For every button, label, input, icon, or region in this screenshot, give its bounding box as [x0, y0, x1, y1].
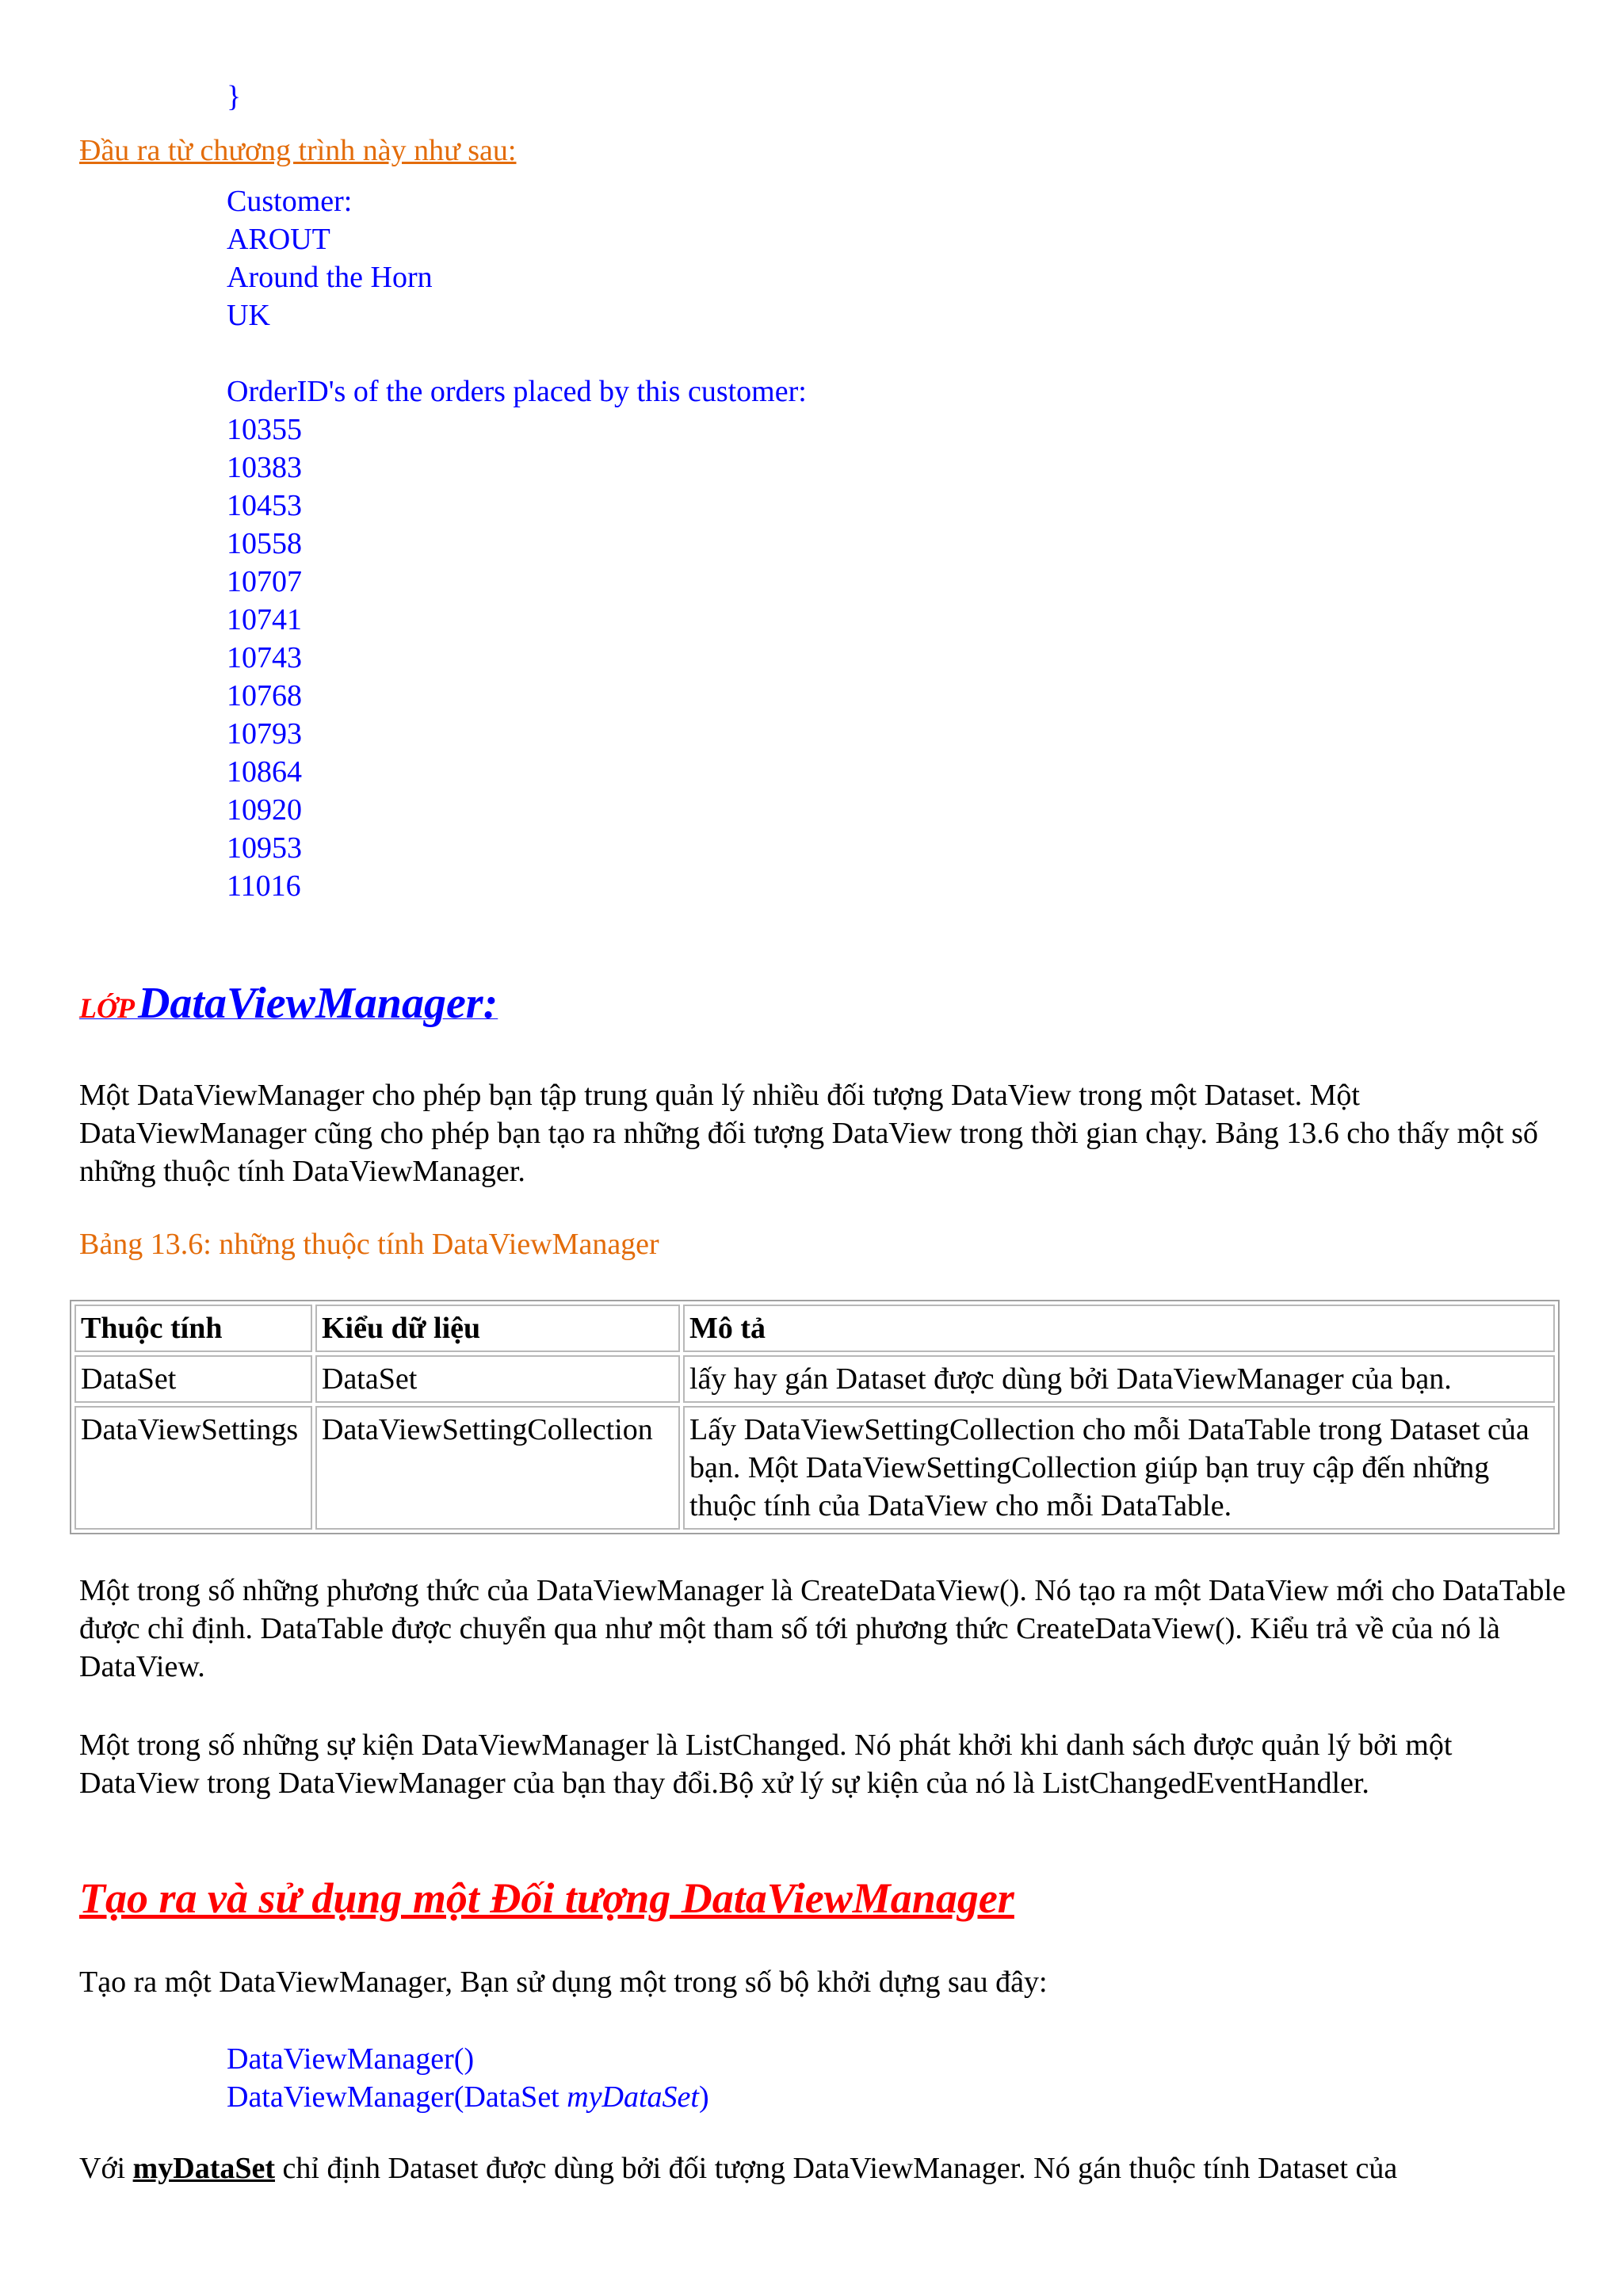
table-cell: DataSet	[315, 1355, 680, 1403]
order-id: 10768	[227, 679, 302, 712]
order-id: 10355	[227, 413, 302, 446]
orders-heading: OrderID's of the orders placed by this customer:	[227, 375, 807, 408]
table-header-cell: Thuộc tính	[74, 1305, 312, 1352]
output-intro-text: Đầu ra từ chương trình này như sau:	[79, 134, 517, 167]
order-id: 10953	[227, 831, 302, 865]
output-line: UK	[227, 299, 270, 332]
constructor-intro-paragraph: Tạo ra một DataViewManager, Bạn sử dụng một trong số bộ khởi dựng sau đây:	[79, 1966, 1048, 1999]
order-id: 10558	[227, 527, 302, 560]
method-paragraph: Một trong số những phương thức của DataViewManager là CreateDataView(). Nó tạo ra một DataView mới cho DataTable được chỉ định. DataTable được chuyển qua như một tham số tới phương thức CreateDataView(). Kiểu trả về của nó là DataView.	[79, 1574, 1566, 1683]
dataset-paragraph	[79, 2149, 1569, 2187]
class-heading	[79, 978, 498, 1029]
order-id: 10741	[227, 603, 302, 636]
order-id: 10707	[227, 565, 302, 598]
table-header-cell: Kiểu dữ liệu	[315, 1305, 680, 1352]
table-header-row	[74, 1305, 1555, 1352]
constructor-line: DataViewManager()	[227, 2042, 475, 2076]
order-id: 10383	[227, 451, 302, 484]
class-heading-prefix: LỚP	[79, 992, 135, 1024]
constructor-param: myDataSet	[567, 2080, 699, 2114]
param-term: myDataSet	[132, 2152, 276, 2185]
event-paragraph: Một trong số những sự kiện DataViewManager là ListChanged. Nó phát khởi khi danh sách được quản lý bởi một DataView trong DataViewManager của bạn thay đổi.Bộ xử lý sự kiện của nó là ListChangedEventHandler.	[79, 1729, 1453, 1800]
properties-table	[70, 1300, 1560, 1534]
table-cell: DataSet	[74, 1355, 312, 1403]
program-output-block	[227, 182, 433, 334]
order-id: 10793	[227, 717, 302, 751]
intro-paragraph: Một DataViewManager cho phép bạn tập trung quản lý nhiều đối tượng DataView trong một Dataset. Một DataViewManager cũng cho phép bạn tạo ra những đối tượng DataView trong thời gian chạy. Bảng 13.6 cho thấy một số những thuộc tính DataViewManager.	[79, 1079, 1538, 1188]
table-caption: Bảng 13.6: những thuộc tính DataViewManager	[79, 1228, 659, 1261]
constructor-prefix: DataViewManager(DataSet	[227, 2080, 567, 2114]
table-row	[74, 1406, 1555, 1530]
constructors-block	[227, 2040, 709, 2116]
table-cell: Lấy DataViewSettingCollection cho mỗi DataTable trong Dataset của bạn. Một DataViewSettingCollection giúp bạn truy cập đến những thuộc tính của DataView cho mỗi DataTable.	[683, 1406, 1555, 1530]
order-ids-block	[227, 372, 807, 905]
section-heading: Tạo ra và sử dụng một Đối tượng DataViewManager	[79, 1874, 1014, 1922]
order-id: 10864	[227, 755, 302, 789]
output-line: AROUT	[227, 223, 330, 256]
table-header-cell: Mô tả	[683, 1305, 1555, 1352]
table-row	[74, 1355, 1555, 1403]
output-line: Around the Horn	[227, 261, 433, 294]
order-id: 10920	[227, 793, 302, 827]
code-closing-brace: }	[227, 80, 242, 113]
constructor-suffix: )	[698, 2080, 709, 2114]
table-cell: lấy hay gán Dataset được dùng bởi DataViewManager của bạn.	[683, 1355, 1555, 1403]
class-heading-name: DataViewManager:	[137, 979, 498, 1028]
order-id: 11016	[227, 869, 301, 903]
output-line: Customer:	[227, 185, 353, 218]
para-prefix: Với	[79, 2152, 133, 2185]
constructor-line	[227, 2078, 709, 2116]
para-rest: chỉ định Dataset được dùng bởi đối tượng DataViewManager. Nó gán thuộc tính Dataset của	[275, 2152, 1398, 2185]
order-id: 10453	[227, 489, 302, 522]
table-cell: DataViewSettings	[74, 1406, 312, 1530]
order-id: 10743	[227, 641, 302, 674]
table-cell: DataViewSettingCollection	[315, 1406, 680, 1530]
